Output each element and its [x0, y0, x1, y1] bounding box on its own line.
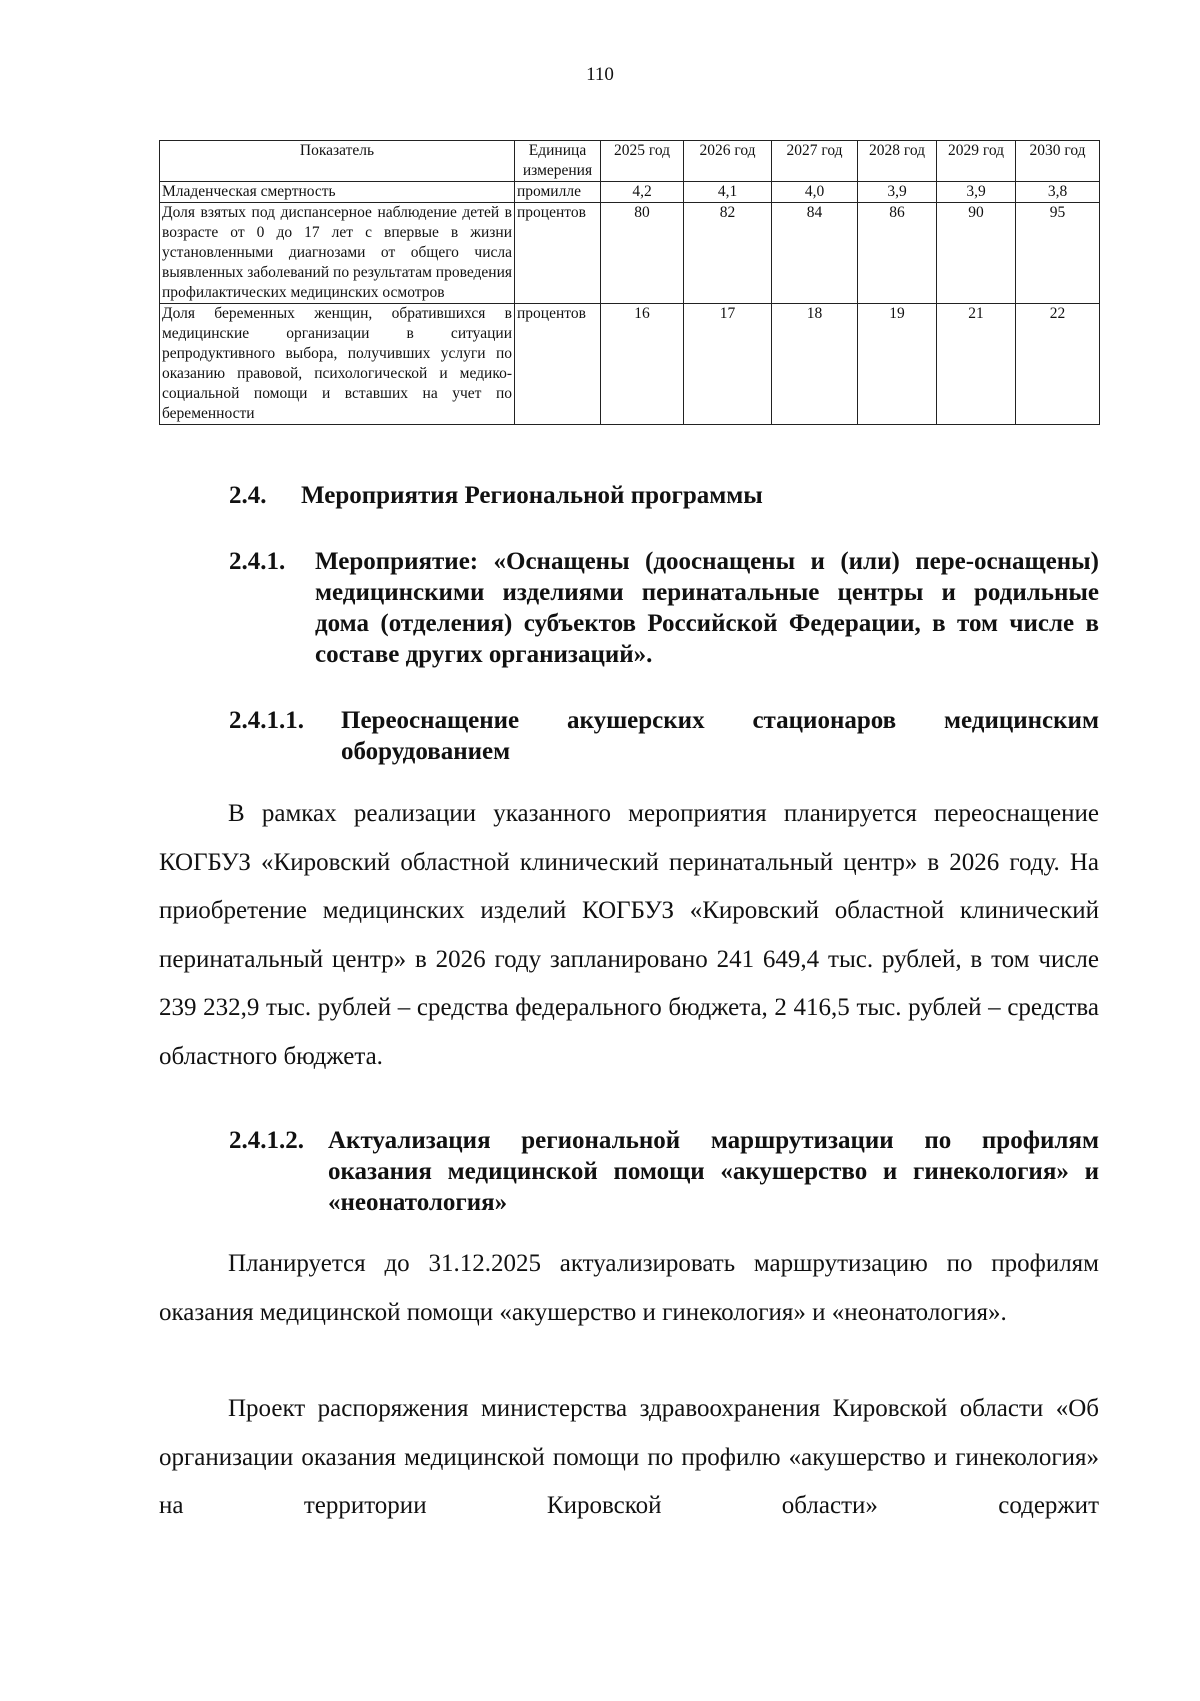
indicator-name: Доля беременных женщин, обратившихся в медицинские организации в ситуации репродуктивного выбора, получивших услуги по оказанию правовой, психологической и медико-социальной помощи и вставших на учет по беременности [160, 304, 515, 425]
section-title: Переоснащение акушерских стационаров медицинским оборудованием [341, 707, 1099, 765]
value-cell: 4,0 [772, 182, 858, 203]
paragraph-2: Планируется до 31.12.2025 актуализировать маршрутизацию по профилям оказания медицинской помощи «акушерство и гинекология» и «неонатология». [159, 1250, 1099, 1326]
table-header-cell: 2025 год [601, 141, 684, 182]
indicator-unit: промилле [515, 182, 601, 203]
section-number: 2.4.1.1. [229, 707, 304, 734]
page-number: 110 [586, 64, 614, 85]
section-heading-2-4 [229, 480, 1099, 511]
table-row [160, 304, 1100, 425]
value-cell: 17 [684, 304, 772, 425]
value-cell: 4,2 [601, 182, 684, 203]
table-row [160, 182, 1100, 203]
value-cell: 4,1 [684, 182, 772, 203]
table-header-cell: 2030 год [1016, 141, 1100, 182]
indicator-name: Младенческая смертность [160, 182, 515, 203]
table-header-cell: Единица измерения [515, 141, 601, 182]
value-cell: 16 [601, 304, 684, 425]
paragraph-1: В рамках реализации указанного мероприятия планируется переоснащение КОГБУЗ «Кировский областной клинический перинатальный центр» в 2026 году. На приобретение медицинских изделий КОГБУЗ «Кировский областной клинический перинатальный центр» в 2026 году запланировано 241 649,4 тыс. рублей, в том числе 239 232,9 тыс. рублей – средства федерального бюджета, 2 416,5 тыс. рублей – средства областного бюджета. [159, 800, 1099, 1070]
section-heading-2-4-1 [229, 546, 1099, 670]
value-cell: 3,9 [937, 182, 1016, 203]
indicators-table [159, 140, 1100, 425]
value-cell: 21 [937, 304, 1016, 425]
section-title: Мероприятие: «Оснащены (дооснащены и (или) пере-оснащены) медицинскими изделиями перинатальные центры и родильные дома (отделения) субъектов Российской Федерации, в том числе в составе других организаций». [315, 548, 1099, 668]
table-header-cell: 2029 год [937, 141, 1016, 182]
table-header-cell: 2028 год [858, 141, 937, 182]
value-cell: 19 [858, 304, 937, 425]
value-cell: 84 [772, 203, 858, 304]
indicator-name: Доля взятых под диспансерное наблюдение детей в возрасте от 0 до 17 лет с впервые в жизни установленными диагнозами от общего числа выявленных заболеваний по результатам проведения профилактических медицинских осмотров [160, 203, 515, 304]
section-number: 2.4.1. [229, 548, 286, 575]
value-cell: 18 [772, 304, 858, 425]
table-header-cell: 2027 год [772, 141, 858, 182]
value-cell: 3,9 [858, 182, 937, 203]
section-number: 2.4.1.2. [229, 1127, 304, 1154]
section-heading-2-4-1-1 [229, 705, 1099, 767]
indicator-unit: процентов [515, 304, 601, 425]
indicator-unit: процентов [515, 203, 601, 304]
section-title: Мероприятия Региональной программы [301, 482, 763, 509]
section-heading-2-4-1-2 [229, 1125, 1099, 1218]
value-cell: 95 [1016, 203, 1100, 304]
value-cell: 86 [858, 203, 937, 304]
table-header-row [160, 141, 1100, 182]
value-cell: 3,8 [1016, 182, 1100, 203]
table-row [160, 203, 1100, 304]
value-cell: 80 [601, 203, 684, 304]
table-header-cell: Показатель [160, 141, 515, 182]
value-cell: 90 [937, 203, 1016, 304]
section-title: Актуализация региональной маршрутизации по профилям оказания медицинской помощи «акушерство и гинекология» и «неонатология» [328, 1127, 1099, 1216]
paragraph-3: Проект распоряжения министерства здравоохранения Кировской области «Об организации оказания медицинской помощи по профилю «акушерство и гинекология» на территории Кировской области» содержит [159, 1395, 1099, 1519]
value-cell: 22 [1016, 304, 1100, 425]
section-number: 2.4. [229, 482, 267, 509]
value-cell: 82 [684, 203, 772, 304]
table-header-cell: 2026 год [684, 141, 772, 182]
